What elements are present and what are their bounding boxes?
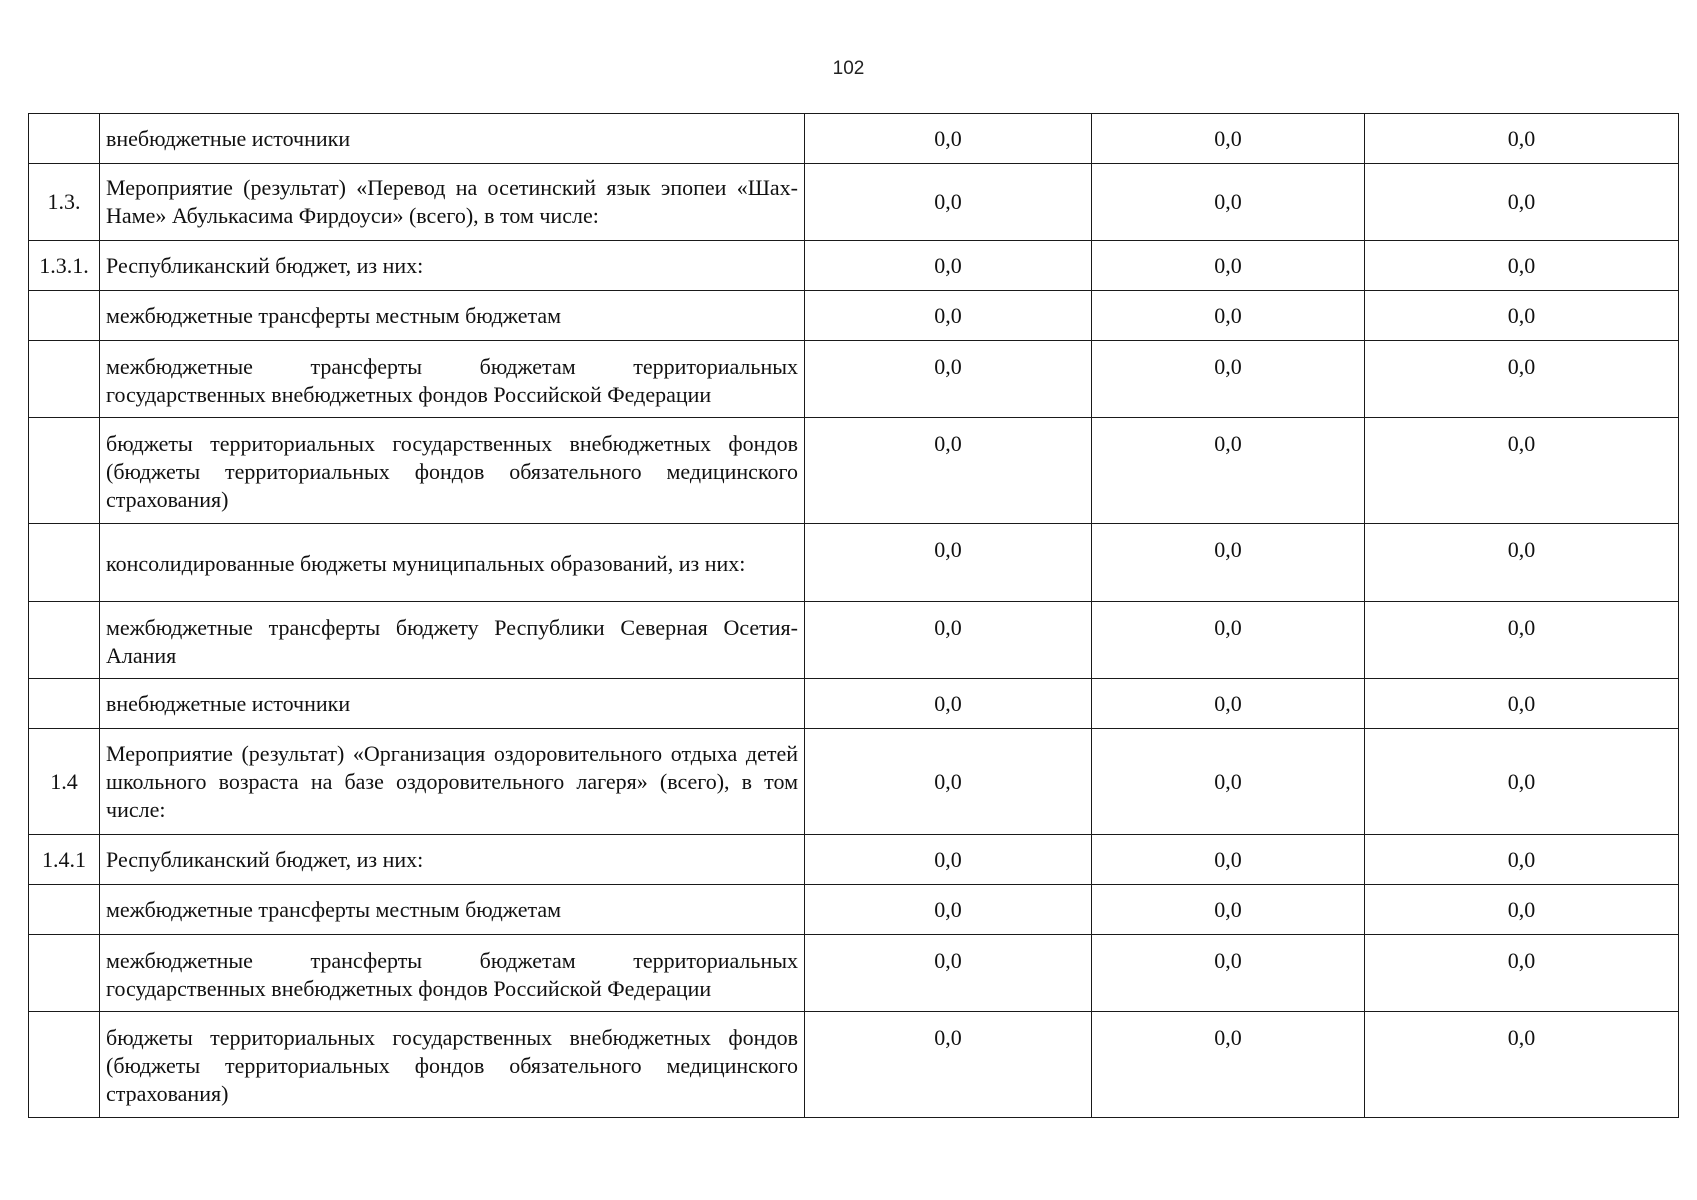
row-number: 1.4.1 <box>29 835 100 885</box>
value-cell: 0,0 <box>1365 729 1679 835</box>
value-cell: 0,0 <box>1365 524 1679 602</box>
row-description: внебюджетные источники <box>100 679 805 729</box>
table-row <box>29 1012 1679 1118</box>
row-description: Республиканский бюджет, из них: <box>100 835 805 885</box>
value-cell: 0,0 <box>805 114 1092 164</box>
value-cell: 0,0 <box>1365 291 1679 341</box>
value-cell: 0,0 <box>1365 241 1679 291</box>
table-row <box>29 679 1679 729</box>
value-cell: 0,0 <box>805 241 1092 291</box>
row-number: 1.3. <box>29 164 100 241</box>
value-cell: 0,0 <box>805 524 1092 602</box>
value-cell: 0,0 <box>1092 602 1365 679</box>
value-cell: 0,0 <box>1092 291 1365 341</box>
budget-table <box>28 113 1679 1118</box>
row-description: межбюджетные трансферты бюджетам территориальных государственных внебюджетных фондов Российской Федерации <box>100 935 805 1012</box>
value-cell: 0,0 <box>1365 164 1679 241</box>
value-cell: 0,0 <box>805 729 1092 835</box>
row-number <box>29 114 100 164</box>
row-description: межбюджетные трансферты бюджету Республики Северная Осетия-Алания <box>100 602 805 679</box>
value-cell: 0,0 <box>1092 729 1365 835</box>
row-number <box>29 885 100 935</box>
value-cell: 0,0 <box>1365 679 1679 729</box>
value-cell: 0,0 <box>805 935 1092 1012</box>
row-number: 1.3.1. <box>29 241 100 291</box>
row-description: межбюджетные трансферты бюджетам территориальных государственных внебюджетных фондов Российской Федерации <box>100 341 805 418</box>
value-cell: 0,0 <box>805 835 1092 885</box>
row-description: Республиканский бюджет, из них: <box>100 241 805 291</box>
value-cell: 0,0 <box>1092 341 1365 418</box>
row-description: бюджеты территориальных государственных внебюджетных фондов (бюджеты территориальных фондов обязательного медицинского страхования) <box>100 1012 805 1118</box>
table-row <box>29 241 1679 291</box>
row-number <box>29 291 100 341</box>
value-cell: 0,0 <box>1092 835 1365 885</box>
value-cell: 0,0 <box>1365 341 1679 418</box>
value-cell: 0,0 <box>1092 935 1365 1012</box>
row-description: бюджеты территориальных государственных внебюджетных фондов (бюджеты территориальных фондов обязательного медицинского страхования) <box>100 418 805 524</box>
value-cell: 0,0 <box>1365 885 1679 935</box>
value-cell: 0,0 <box>1365 602 1679 679</box>
row-description: межбюджетные трансферты местным бюджетам <box>100 291 805 341</box>
table-row <box>29 602 1679 679</box>
value-cell: 0,0 <box>1365 835 1679 885</box>
value-cell: 0,0 <box>805 164 1092 241</box>
row-number <box>29 679 100 729</box>
row-description: внебюджетные источники <box>100 114 805 164</box>
value-cell: 0,0 <box>1092 885 1365 935</box>
row-description: Мероприятие (результат) «Организация оздоровительного отдыха детей школьного возраста на базе оздоровительного лагеря» (всего), в том числе: <box>100 729 805 835</box>
value-cell: 0,0 <box>1365 114 1679 164</box>
value-cell: 0,0 <box>805 341 1092 418</box>
value-cell: 0,0 <box>805 885 1092 935</box>
value-cell: 0,0 <box>805 418 1092 524</box>
table-row <box>29 291 1679 341</box>
table-row <box>29 729 1679 835</box>
table-row <box>29 418 1679 524</box>
table-row <box>29 524 1679 602</box>
page-number: 102 <box>832 58 865 79</box>
row-number <box>29 935 100 1012</box>
value-cell: 0,0 <box>1092 114 1365 164</box>
row-number <box>29 602 100 679</box>
value-cell: 0,0 <box>1365 1012 1679 1118</box>
value-cell: 0,0 <box>805 1012 1092 1118</box>
value-cell: 0,0 <box>1365 935 1679 1012</box>
table-row <box>29 935 1679 1012</box>
table-row <box>29 164 1679 241</box>
value-cell: 0,0 <box>1092 241 1365 291</box>
row-number <box>29 524 100 602</box>
row-number <box>29 418 100 524</box>
row-number: 1.4 <box>29 729 100 835</box>
value-cell: 0,0 <box>805 679 1092 729</box>
table-row <box>29 114 1679 164</box>
value-cell: 0,0 <box>1365 418 1679 524</box>
value-cell: 0,0 <box>805 291 1092 341</box>
row-description: Мероприятие (результат) «Перевод на осетинский язык эпопеи «Шах-Наме» Абулькасима Фирдоуси» (всего), в том числе: <box>100 164 805 241</box>
value-cell: 0,0 <box>1092 418 1365 524</box>
row-number <box>29 341 100 418</box>
table-row <box>29 885 1679 935</box>
row-description: консолидированные бюджеты муниципальных образований, из них: <box>100 524 805 602</box>
value-cell: 0,0 <box>1092 679 1365 729</box>
row-number <box>29 1012 100 1118</box>
value-cell: 0,0 <box>1092 524 1365 602</box>
table-row <box>29 835 1679 885</box>
row-description: межбюджетные трансферты местным бюджетам <box>100 885 805 935</box>
table-row <box>29 341 1679 418</box>
value-cell: 0,0 <box>805 602 1092 679</box>
value-cell: 0,0 <box>1092 1012 1365 1118</box>
value-cell: 0,0 <box>1092 164 1365 241</box>
